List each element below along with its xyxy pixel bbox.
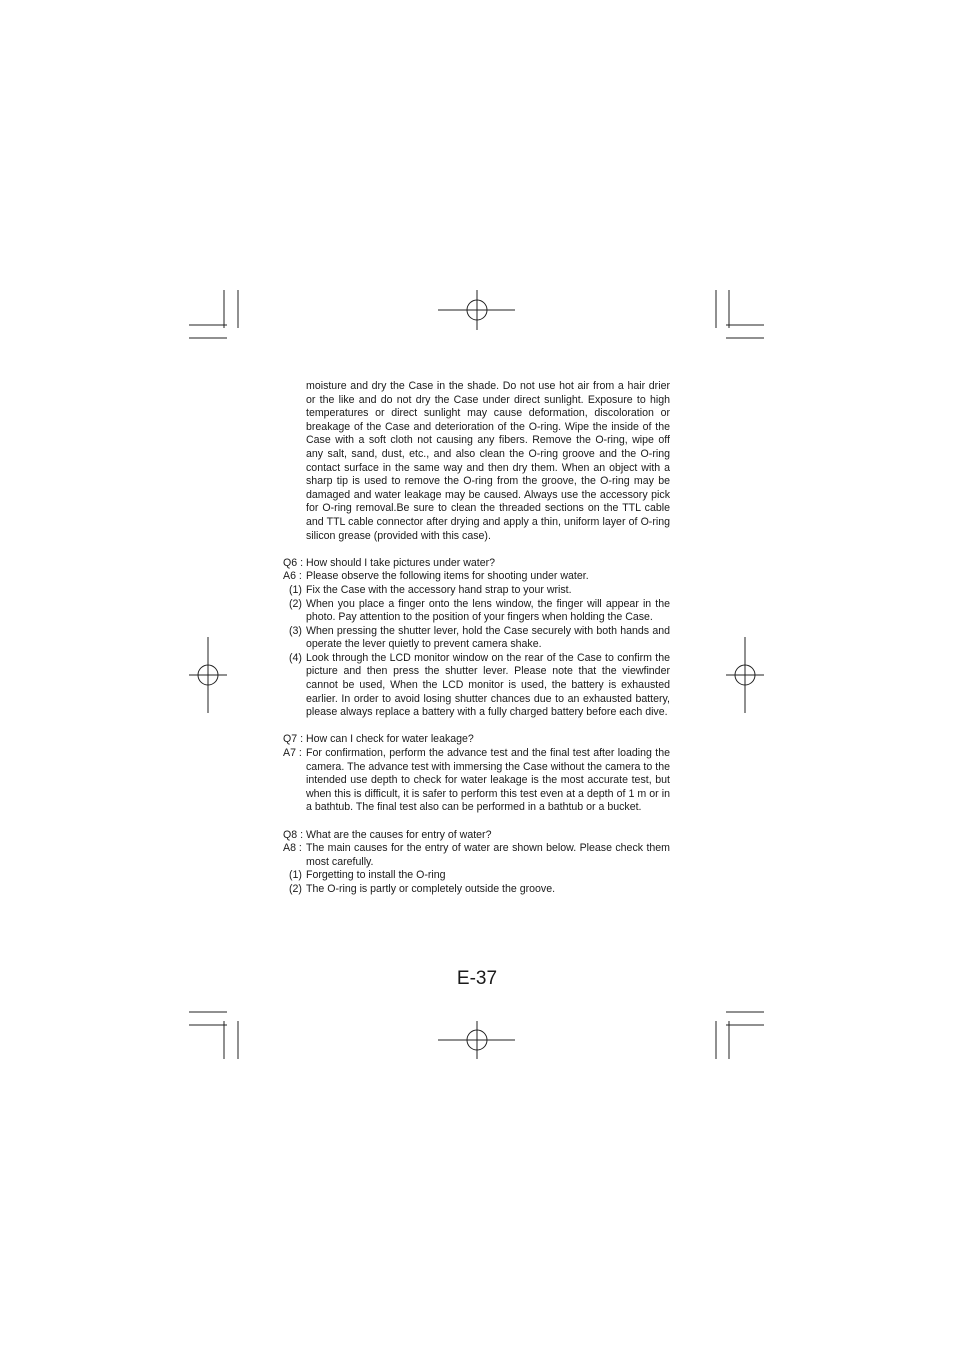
manual-content bbox=[283, 380, 670, 897]
a6-answer bbox=[283, 570, 670, 584]
q6-label: Q6 : bbox=[283, 556, 304, 569]
a8-text: The main causes for the entry of water are shown below. Please check them most carefully. bbox=[306, 842, 670, 868]
list-item-text: Fix the Case with the accessory hand strap to your wrist. bbox=[306, 583, 572, 596]
list-item-number: (3) bbox=[289, 624, 302, 637]
list-item bbox=[283, 869, 670, 883]
q8-label: Q8 : bbox=[283, 828, 304, 841]
list-item-number: (2) bbox=[289, 882, 302, 895]
intro-paragraph: moisture and dry the Case in the shade. Do not use hot air from a hair drier or the like and do not dry the Case under direct sunlight. Exposure to high temperatures or direct sunlight may cause deformation, discoloration or breakage of the Case and deterioration of the O-ring. Wipe the inside of the Case with a soft cloth not causing any fibers. Remove the O-ring, wipe off any salt, sand, dust, etc., and also clean the O-ring groove and the O-ring contact surface in the same way and then dry them. When an object with a sharp tip is used to remove the O-ring from the groove, the O-ring may be damaged and water leakage may be caused. Always use the accessory pick for O-ring removal.Be sure to clean the threaded sections on the TTL cable and TTL cable connector after drying and apply a thin, uniform layer of O-ring silicon grease (provided with this case). bbox=[306, 380, 670, 542]
list-item bbox=[283, 584, 670, 598]
q8-text: What are the causes for entry of water? bbox=[306, 828, 492, 841]
list-item-number: (4) bbox=[289, 651, 302, 664]
list-item-number: (1) bbox=[289, 869, 302, 882]
a6-label: A6 : bbox=[283, 570, 302, 583]
list-item-number: (1) bbox=[289, 583, 302, 596]
list-item-number: (2) bbox=[289, 597, 302, 610]
a7-text: For confirmation, perform the advance test and the final test after loading the camera. The advance test with immersing the Case without the camera to the intended use depth to check for water leakage is the most accurate test, but when this is difficult, it is safer to perform this test even at a depth of 1 m or in a bathtub. The final test also can be performed in a bathtub or a bucket. bbox=[306, 747, 670, 814]
q7-label: Q7 : bbox=[283, 733, 304, 746]
list-item-text: Forgetting to install the O-ring bbox=[306, 869, 446, 882]
list-item bbox=[283, 883, 670, 897]
q8-question bbox=[283, 829, 670, 843]
list-item-text: The O-ring is partly or completely outside the groove. bbox=[306, 882, 556, 895]
a6-text: Please observe the following items for shooting under water. bbox=[306, 570, 589, 583]
q6-text: How should I take pictures under water? bbox=[306, 556, 496, 569]
a7-answer bbox=[283, 747, 670, 815]
list-item-text: When pressing the shutter lever, hold the Case securely with both hands and operate the lever quietly to prevent camera shake. bbox=[306, 624, 670, 651]
a8-label: A8 : bbox=[283, 842, 302, 855]
q6-question bbox=[283, 557, 670, 571]
q7-question bbox=[283, 733, 670, 747]
list-item bbox=[283, 598, 670, 625]
q7-text: How can I check for water leakage? bbox=[306, 733, 474, 746]
list-item bbox=[283, 652, 670, 720]
list-item-text: Look through the LCD monitor window on the rear of the Case to confirm the picture and then press the shutter lever. Please note that the viewfinder cannot be used, When the LCD monitor is used, the battery is exhausted earlier. In order to avoid losing shutter chances due to an exhausted battery, please always replace a battery with a fully charged battery before each dive. bbox=[306, 651, 670, 719]
page-number: E-37 bbox=[456, 968, 498, 989]
list-item bbox=[283, 625, 670, 652]
list-item-text: When you place a finger onto the lens window, the finger will appear in the photo. Pay attention to the position of your fingers when holding the Case. bbox=[306, 597, 670, 624]
a7-label: A7 : bbox=[283, 747, 302, 760]
a8-answer bbox=[283, 842, 670, 869]
